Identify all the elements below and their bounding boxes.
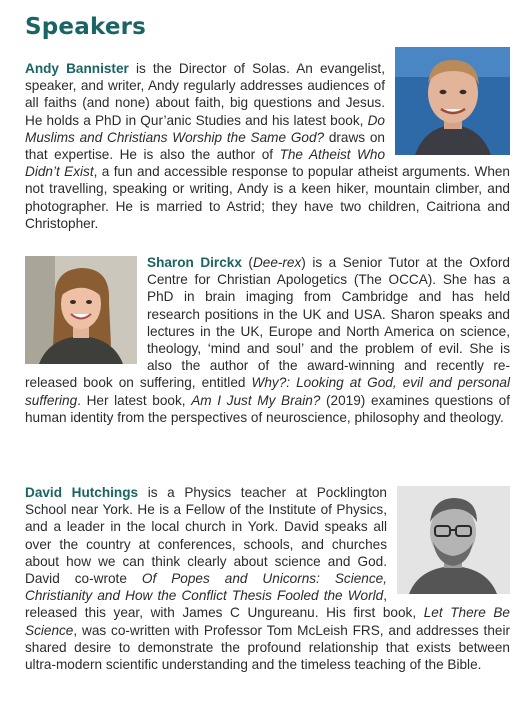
speaker-name: Sharon Dirckx [147, 255, 242, 270]
book-title: Of Popes and Unicorns: Science, Christianity and How the Conflict Thesis Fooled the World [25, 571, 387, 604]
book-title: Let There Be Science [25, 605, 510, 638]
speaker-photo-david-hutchings [397, 486, 510, 594]
speaker-photo-sharon-dirckx [25, 256, 137, 364]
speaker-photo-andy-bannister [395, 47, 510, 155]
book-title: Am I Just My Brain? [191, 392, 321, 408]
speaker-bio-david-hutchings: David Hutchings is a Physics teacher at Pocklington School near York. He is a Fellow of the Institute of Physics, and a leader in the local church in York. David speaks all over the country at conferences, schools, and churches about how we can think clearly about science and God. David co-wrote Of Popes and Unicorns: Science, Christianity and How the Conflict Thesis Fooled the World, released this year, with James C Ungureanu. His first book, Let There Be Science, was co-written with Professor Tom McLeish FRS, and addresses their shared desire to demonstrate the profound relationship that exists between ultra-modern scientific understanding and the timeless teaching of the Bible. [25, 485, 510, 673]
page-title: Speakers [25, 14, 147, 40]
speaker-name: Andy Bannister [25, 61, 129, 76]
book-title: Why?: Looking at God, evil and personal suffering [25, 375, 510, 408]
speaker-bio-andy-bannister: Andy Bannister is the Director of Solas. An evangelist, speaker, and writer, Andy regularly addresses audiences of all faiths (and none) about faith, big questions and Jesus. He holds a PhD in Qur’anic Studies and his latest book, Do Muslims and Christians Worship the Same God? draws on that expertise. He is also the author of The Atheist Who Didn’t Exist, a fun and accessible response to popular atheist arguments. When not travelling, speaking or writing, Andy is a keen hiker, mountain climber, and photographer. He is married to Astrid; they have two children, Caitriona and Christopher. [25, 60, 510, 232]
pronunciation: Dee-rex [252, 255, 302, 270]
book-title: Do Muslims and Christians Worship the Same God? [25, 112, 385, 145]
book-title: The Atheist Who Didn’t Exist [25, 147, 386, 180]
speaker-bio-sharon-dirckx: Sharon Dirckx (Dee-rex) is a Senior Tutor at the Oxford Centre for Christian Apologetics (The OCCA). She has a PhD in brain imaging from Cambridge and has held research positions in the UK and USA. Sharon speaks and lectures in the UK, Europe and North America on science, theology, ‘mind and soul’ and the problem of evil. She is also the author of the award-winning and recently re-released book on suffering, entitled Why?: Looking at God, evil and personal suffering. Her latest book, Am I Just My Brain? (2019) examines questions of human identity from the perspectives of neuroscience, philosophy and theology. [25, 255, 510, 425]
speaker-name: David Hutchings [25, 485, 139, 500]
